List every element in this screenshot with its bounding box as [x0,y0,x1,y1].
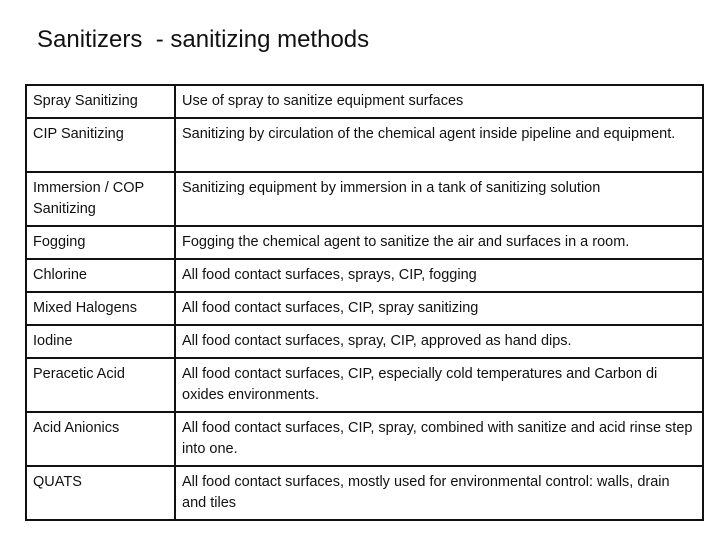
method-cell: Iodine [26,325,175,358]
table-row [26,118,703,172]
description-cell: All food contact surfaces, CIP, spray, combined with sanitize and acid rinse step into one. [175,412,703,466]
description-cell: All food contact surfaces, CIP, spray sanitizing [175,292,703,325]
method-cell: Spray Sanitizing [26,85,175,118]
table-row [26,358,703,412]
description-cell: All food contact surfaces, sprays, CIP, fogging [175,259,703,292]
page-title: Sanitizers - sanitizing methods [37,26,370,53]
method-cell: Fogging [26,226,175,259]
method-cell: Immersion / COP Sanitizing [26,172,175,226]
table-row [26,85,703,118]
description-cell: Fogging the chemical agent to sanitize the air and surfaces in a room. [175,226,703,259]
table-row [26,466,703,520]
table-row [26,325,703,358]
method-cell: Peracetic Acid [26,358,175,412]
method-cell: Chlorine [26,259,175,292]
table-row [26,292,703,325]
method-cell: QUATS [26,466,175,520]
description-cell: Sanitizing by circulation of the chemical agent inside pipeline and equipment. [175,118,703,172]
method-cell: CIP Sanitizing [26,118,175,172]
description-cell: All food contact surfaces, spray, CIP, approved as hand dips. [175,325,703,358]
table-row [26,259,703,292]
method-cell: Acid Anionics [26,412,175,466]
description-cell: Sanitizing equipment by immersion in a tank of sanitizing solution [175,172,703,226]
description-cell: All food contact surfaces, mostly used for environmental control: walls, drain and tiles [175,466,703,520]
table-row [26,172,703,226]
table-row [26,226,703,259]
table-row [26,412,703,466]
method-cell: Mixed Halogens [26,292,175,325]
description-cell: Use of spray to sanitize equipment surfaces [175,85,703,118]
sanitizing-methods-table [25,84,704,521]
description-cell: All food contact surfaces, CIP, especially cold temperatures and Carbon di oxides environments. [175,358,703,412]
